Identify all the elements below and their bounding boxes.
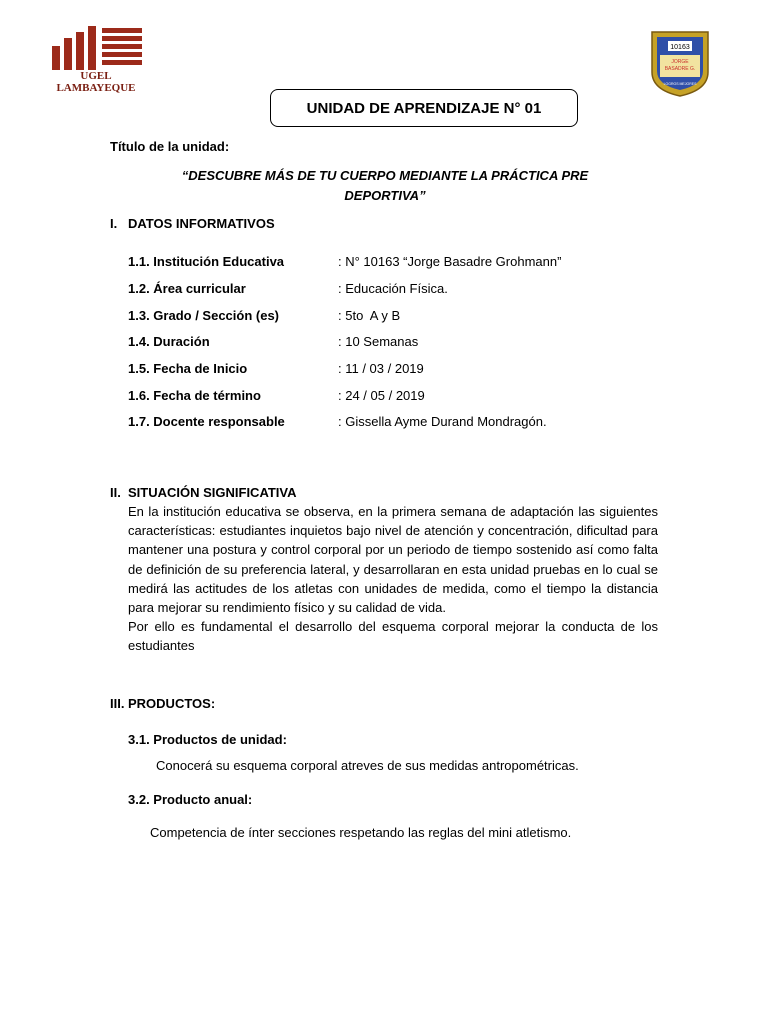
- situation-paragraph-1: En la institución educativa se observa, en la primera semana de adaptación las siguientes características: estudiantes inquietos bajo nivel de atención y concentración, dificultad para mantener una postura y control corporal por un periodo de tiempo sostenido así como falta de definición de su preferencia lateral, y desarrollaran en esta unidad pruebas en lo cual se medirá las actitudes de los atletas con unidades de medida, como el tiempo la distancia para mejorar su rendimiento físico y su calidad de vida.: [128, 504, 658, 616]
- ugel-logo-line2: LAMBAYEQUE: [56, 82, 136, 94]
- product-unit-text: Conocerá su esquema corporal atreves de sus medidas antropométricas.: [156, 758, 579, 773]
- school-crest-icon: [648, 28, 712, 98]
- section3-heading: PRODUCTOS:: [128, 696, 216, 711]
- school-crest-line2: BASADRE G.: [664, 66, 696, 72]
- section1-heading: DATOS INFORMATIVOS: [128, 216, 275, 231]
- unit-title-label: Título de la unidad:: [110, 139, 230, 154]
- unit-title: [180, 166, 590, 206]
- product-annual-heading: 3.2. Producto anual:: [128, 792, 253, 807]
- document-title: UNIDAD DE APRENDIZAJE N° 01: [270, 89, 578, 127]
- info-row-label: 1.4. Duración: [128, 334, 210, 349]
- school-crest-line1: JORGE: [671, 59, 689, 65]
- section2-numeral: II.: [110, 485, 121, 500]
- info-row-value: : Educación Física.: [338, 281, 448, 296]
- info-row-value: : 24 / 05 / 2019: [338, 388, 425, 403]
- ugel-logo-line1: UGEL: [80, 70, 112, 82]
- info-row-label: 1.7. Docente responsable: [128, 414, 285, 429]
- info-row-label: 1.3. Grado / Sección (es): [128, 308, 279, 323]
- info-row-value: : 5to A y B: [338, 308, 401, 323]
- info-row-value: : N° 10163 “Jorge Basadre Grohmann”: [338, 254, 562, 269]
- product-unit-heading: 3.1. Productos de unidad:: [128, 732, 287, 747]
- ugel-logo-text: [48, 70, 144, 94]
- ugel-bars-icon: [48, 24, 144, 70]
- school-crest: [648, 28, 712, 98]
- info-row-value: : Gissella Ayme Durand Mondragón.: [338, 414, 547, 429]
- info-row-label: 1.5. Fecha de Inicio: [128, 361, 248, 376]
- info-row-label: 1.1. Institución Educativa: [128, 254, 285, 269]
- ugel-logo: [48, 24, 144, 96]
- school-crest-number: 10163: [670, 44, 690, 51]
- section1-numeral: I.: [110, 216, 118, 231]
- section3-numeral: III.: [110, 696, 125, 711]
- situation-paragraph-2: Por ello es fundamental el desarrollo del esquema corporal mejorar la conducta de los estudiantes: [128, 619, 658, 654]
- product-annual-text: Competencia de ínter secciones respetando las reglas del mini atletismo.: [150, 825, 572, 840]
- situation-text: [128, 502, 658, 656]
- school-crest-line3: LOGROS MEJORES: [663, 82, 697, 86]
- info-row-value: : 10 Semanas: [338, 334, 419, 349]
- section2-heading: SITUACIÓN SIGNIFICATIVA: [128, 485, 297, 500]
- unit-title-line1: “DESCUBRE MÁS DE TU CUERPO MEDIANTE LA PRÁCTICA PRE: [181, 168, 589, 183]
- info-row-label: 1.6. Fecha de término: [128, 388, 261, 403]
- info-row-label: 1.2. Área curricular: [128, 281, 246, 296]
- info-row-value: : 11 / 03 / 2019: [338, 361, 424, 376]
- unit-title-line2: DEPORTIVA”: [344, 188, 426, 203]
